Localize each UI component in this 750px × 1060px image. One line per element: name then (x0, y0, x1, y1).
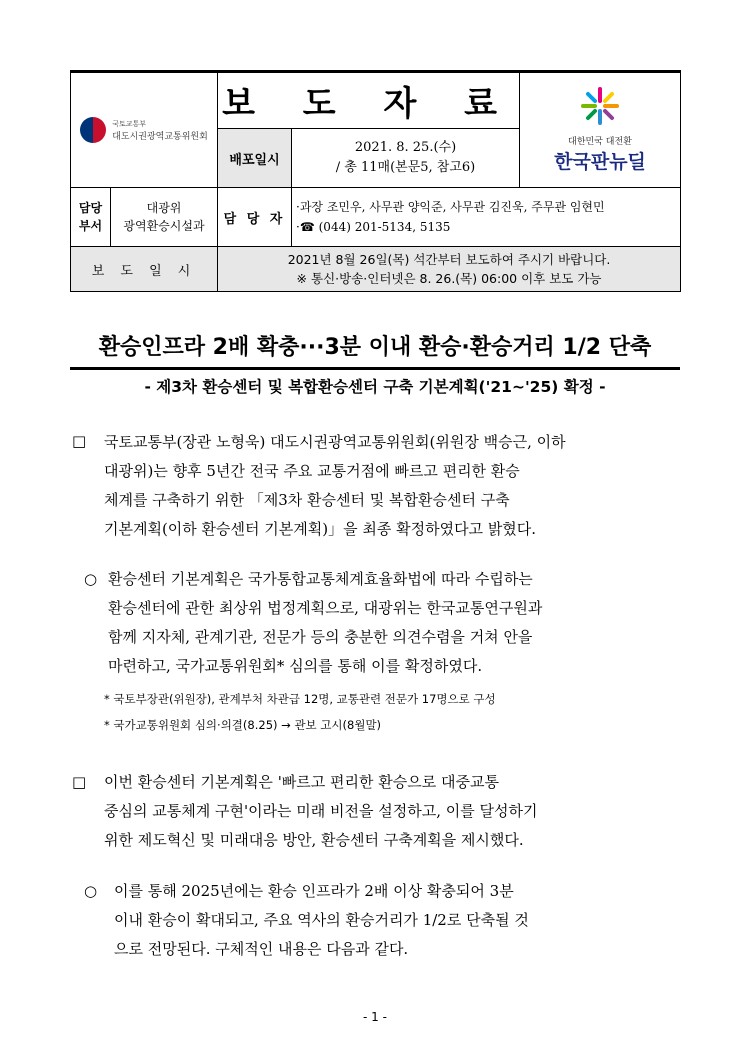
manager-names: ·과장 조민우, 사무관 양익준, 사무관 김진욱, 주무관 임현민 (296, 200, 605, 214)
newdeal-subtitle: 대한민국 대전환 (568, 137, 632, 147)
paragraph-line: 함께 지자체, 관계기관, 전문가 등의 충분한 의견수렴을 거쳐 안을 (108, 628, 533, 646)
paragraph-line: 체계를 구축하기 위한 「제3차 환승센터 및 복합환승센터 구축 (104, 491, 510, 509)
press-header-table (70, 70, 681, 292)
embargo-label: 보 도 일 시 (71, 247, 218, 292)
paragraph-2 (108, 565, 674, 681)
release-date-cell (292, 129, 520, 188)
paragraph-line: 환승센터에 관한 최상위 법정계획으로, 대광위는 한국교통연구원과 (108, 599, 543, 617)
ministry-small-label: 국토교통부 (112, 119, 146, 128)
main-headline: 환승인프라 2배 확충···3분 이내 환승·환승거리 1/2 단축 (98, 335, 652, 360)
square-bullet-icon: □ (72, 432, 87, 450)
embargo-time: 2021년 8월 26일(목) 석간부터 보도하여 주시기 바랍니다. (287, 252, 611, 267)
square-bullet-icon: □ (72, 773, 87, 791)
paragraph-3 (104, 768, 672, 855)
phone-icon: ☎ (299, 220, 315, 234)
paragraph-line: 이내 환승이 확대되고, 주요 역사의 환승거리가 1/2로 단축될 것 (114, 911, 529, 929)
paragraph-line: 이를 통해 2025년에는 환승 인프라가 2배 이상 확충되어 3분 (114, 882, 514, 900)
paragraph-line: 환승센터 기본계획은 국가통합교통체계효율화법에 따라 수립하는 (108, 570, 533, 588)
paragraph-4 (114, 877, 674, 964)
paragraph-line: 대광위)는 향후 5년간 전국 주요 교통거점에 빠르고 편리한 환승 (104, 462, 520, 480)
circle-bullet-icon: ○ (84, 882, 98, 900)
manager-label: 담 당 자 (218, 188, 292, 247)
footnote-2: * 국가교통위원회 심의·의결(8.25) → 관보 고시(8월말) (104, 718, 382, 732)
paragraph-line: 마련하고, 국가교통위원회* 심의를 통해 이를 확정하였다. (108, 657, 483, 675)
sub-headline: - 제3차 환승센터 및 복합환승센터 구축 기본계획('21~'25) 확정 - (144, 378, 606, 396)
manager-cell (292, 188, 681, 247)
page-number: - 1 - (363, 1010, 387, 1024)
release-date: 2021. 8. 25.(수) (354, 140, 457, 155)
manager-phone: (044) 201-5134, 5135 (318, 220, 451, 234)
ministry-name: 대도시권광역교통위원회 (112, 131, 208, 142)
taeguk-emblem-icon (80, 117, 106, 143)
department-label: 담당 부서 (71, 188, 111, 247)
paragraph-line: 중심의 교통체계 구현'이라는 미래 비전을 설정하고, 이를 달성하기 (104, 802, 538, 820)
paragraph-line: 국토교통부(장관 노형욱) 대도시권광역교통위원회(위원장 백승근, 이하 (104, 433, 566, 451)
title-divider (70, 367, 680, 370)
press-release-title: 보 도 자 료 (218, 72, 520, 129)
ministry-logo-cell (71, 72, 218, 188)
paragraph-line: 기본계획(이하 환승센터 기본계획)」을 최종 확정하였다고 밝혔다. (104, 520, 537, 538)
paragraph-1 (104, 428, 672, 544)
embargo-cell (218, 247, 681, 292)
release-date-label: 배포일시 (218, 129, 292, 188)
newdeal-logo-cell (520, 72, 681, 188)
paragraph-line: 위한 제도혁신 및 미래대응 방안, 환승센터 구축계획을 제시했다. (104, 831, 524, 849)
ministry-logo (71, 117, 217, 143)
manager-phone-line: ·☎ (044) 201-5134, 5135 (296, 220, 451, 234)
paragraph-line: 이번 환승센터 기본계획은 '빠르고 편리한 환승으로 대중교통 (104, 773, 499, 791)
embargo-note: ※ 통신·방송·인터넷은 8. 26.(목) 06:00 이후 보도 가능 (296, 271, 602, 286)
newdeal-title: 한국판뉴딜 (554, 151, 646, 173)
department-value: 대광위 광역환승시설과 (111, 188, 218, 247)
paragraph-line: 으로 전망된다. 구체적인 내용은 다음과 같다. (114, 940, 409, 958)
page-count: / 총 11매(본문5, 참고6) (335, 160, 476, 175)
footnote-1: * 국토부장관(위원장), 관계부처 차관급 12명, 교통관련 전문가 17명으로 구성 (104, 692, 496, 706)
circle-bullet-icon: ○ (84, 570, 98, 588)
newdeal-star-icon (580, 86, 620, 126)
